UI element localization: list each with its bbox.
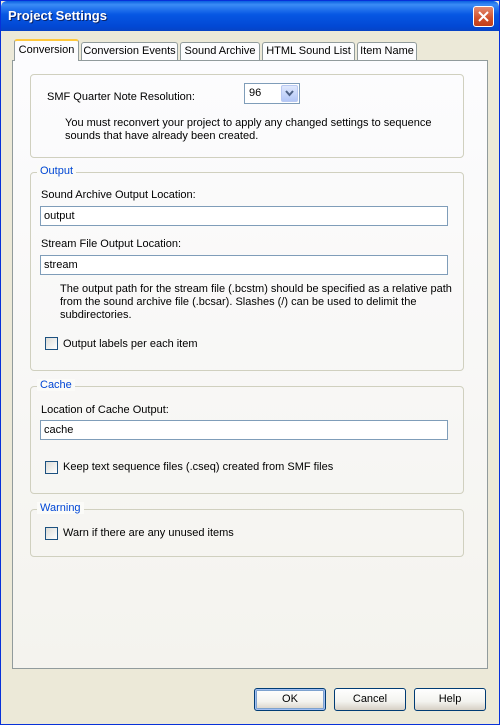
dropdown-arrow[interactable]: [281, 85, 298, 102]
cache-location-input[interactable]: cache: [40, 420, 448, 440]
keep-cseq-label[interactable]: Keep text sequence files (.cseq) created from SMF files: [63, 461, 334, 473]
cache-group: [30, 379, 464, 494]
smf-resolution-select[interactable]: [244, 83, 300, 104]
smf-resolution-label: SMF Quarter Note Resolution:: [47, 91, 195, 103]
stream-output-label: Stream File Output Location:: [41, 238, 182, 250]
conversion-panel: [12, 60, 488, 669]
smf-resolution-value: 96: [249, 87, 262, 99]
window-title: Project Settings: [8, 8, 107, 23]
chevron-down-icon: [285, 90, 294, 97]
smf-note: You must reconvert your project to apply any changed settings to sequence sounds that have already been created.: [65, 117, 432, 142]
tab-conversion-events[interactable]: Conversion Events: [81, 42, 178, 60]
archive-output-label: Sound Archive Output Location:: [41, 189, 196, 201]
archive-output-input[interactable]: output: [40, 206, 448, 226]
cancel-button[interactable]: Cancel: [334, 688, 406, 711]
tab-item-name[interactable]: Item Name: [357, 42, 417, 60]
stream-output-input[interactable]: stream: [40, 255, 448, 275]
output-group-title: Output: [37, 165, 76, 177]
cache-group-title: Cache: [37, 379, 75, 391]
keep-cseq-checkbox[interactable]: [45, 461, 58, 474]
output-labels-label[interactable]: Output labels per each item: [63, 338, 198, 350]
ok-button[interactable]: OK: [254, 688, 326, 711]
warn-unused-checkbox[interactable]: [45, 527, 58, 540]
tab-sound-archive[interactable]: Sound Archive: [180, 42, 260, 60]
title-bar[interactable]: [1, 1, 499, 31]
close-button[interactable]: [473, 6, 494, 27]
warning-group-title: Warning: [37, 502, 84, 514]
stream-output-note: The output path for the stream file (.bcstm) should be specified as a relative path from the sound archive file (.bcsar). Slashes (/) can be used to delimit the subdirectories.: [60, 283, 452, 321]
close-icon: [478, 11, 489, 22]
output-labels-checkbox[interactable]: [45, 337, 58, 350]
warning-group: [30, 502, 464, 557]
smf-group: [30, 74, 464, 158]
help-button[interactable]: Help: [414, 688, 486, 711]
cache-location-label: Location of Cache Output:: [41, 404, 169, 416]
tab-html-sound-list[interactable]: HTML Sound List: [262, 42, 355, 60]
warn-unused-label[interactable]: Warn if there are any unused items: [63, 527, 234, 539]
tab-conversion[interactable]: Conversion: [14, 39, 79, 61]
output-group: [30, 165, 464, 371]
